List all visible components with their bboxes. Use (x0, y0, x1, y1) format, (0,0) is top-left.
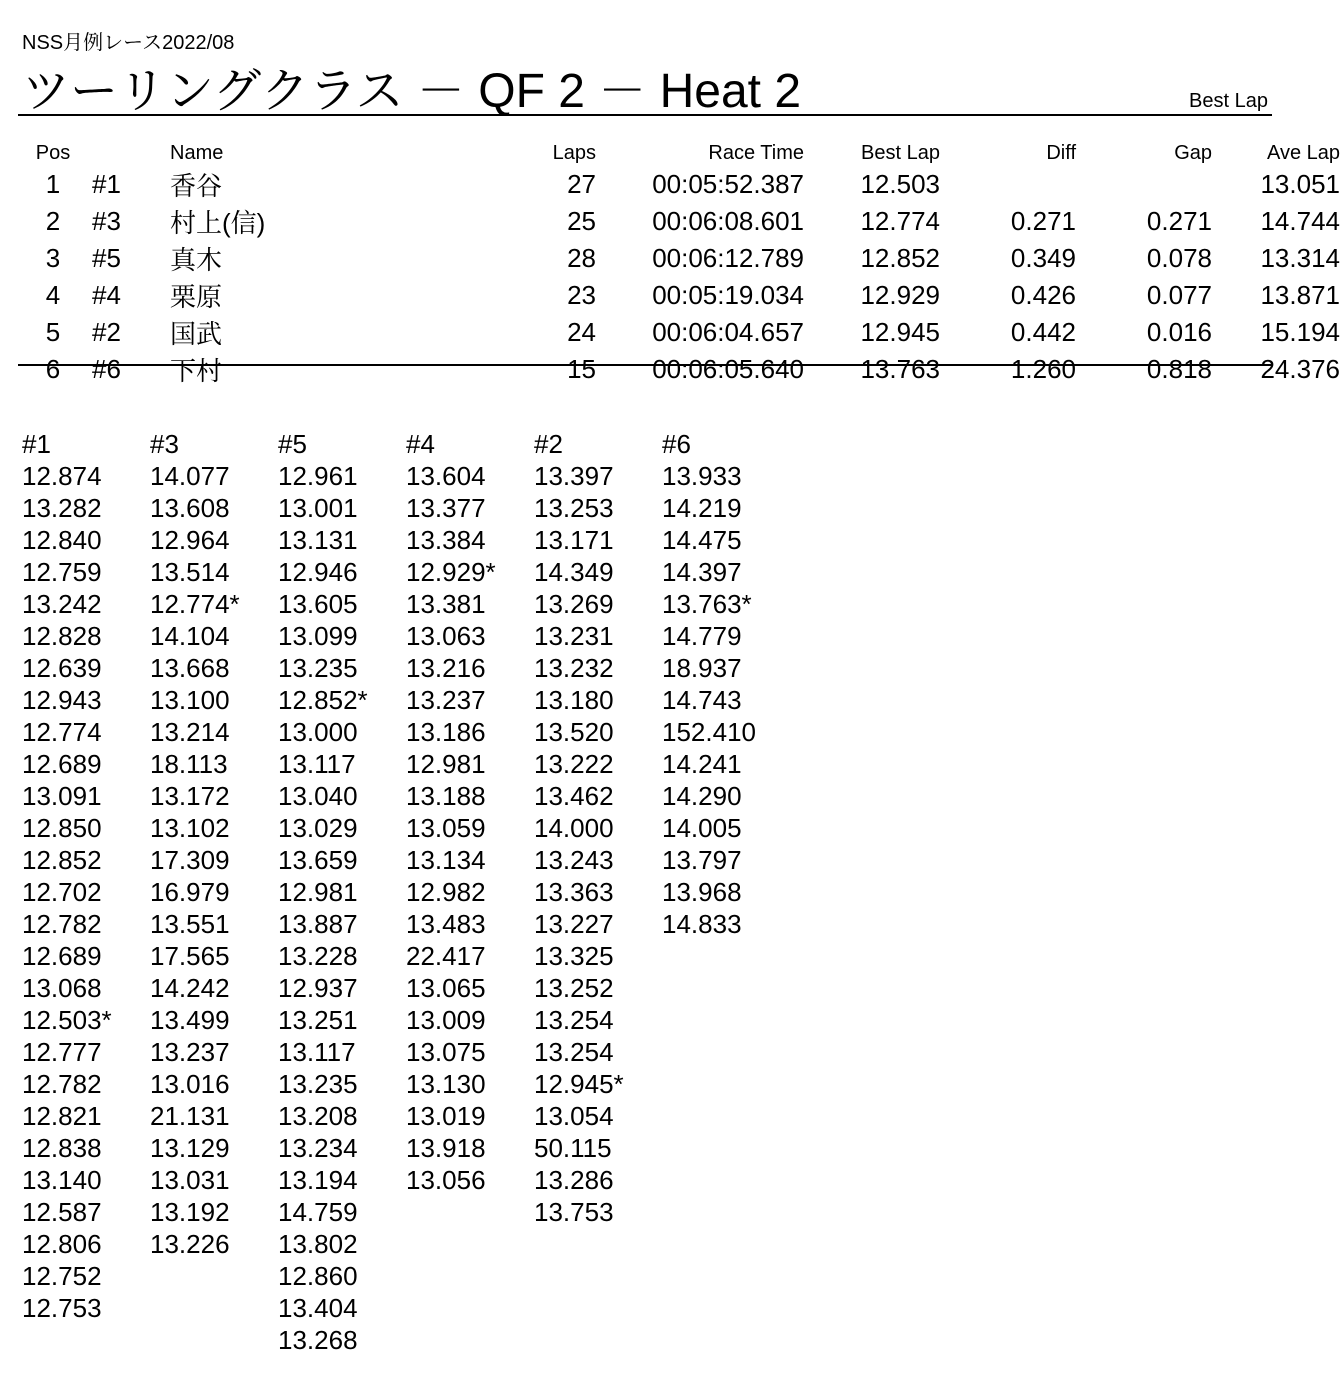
lap-time: 13.404 (278, 1293, 358, 1323)
lap-time: 14.241 (662, 749, 742, 779)
cell-gap: 0.818 (1146, 354, 1212, 384)
lap-time: 14.005 (662, 813, 742, 843)
cell-race-time: 00:06:12.789 (652, 243, 804, 273)
top-divider (18, 114, 1272, 116)
lap-time: 12.840 (22, 525, 102, 555)
lap-time: 13.251 (278, 1005, 358, 1035)
lap-time: 13.520 (534, 717, 614, 747)
col-header-name: Name (170, 141, 224, 164)
lap-time: 13.019 (406, 1101, 486, 1131)
cell-gap: 0.077 (1146, 280, 1212, 310)
lap-time: 13.140 (22, 1165, 102, 1195)
lap-time: 14.290 (662, 781, 742, 811)
col-header-pos: Pos (35, 141, 71, 164)
lap-time: 14.349 (534, 557, 614, 587)
lap-column (150, 428, 278, 1260)
lap-time: 13.887 (278, 909, 358, 939)
lap-time: 12.759 (22, 557, 102, 587)
lap-time: 13.384 (406, 525, 486, 555)
lap-time: 22.417 (406, 941, 486, 971)
lap-time: 13.235 (278, 653, 358, 683)
lap-time: 18.937 (662, 653, 742, 683)
lap-time: 14.242 (150, 973, 230, 1003)
lap-time: 13.254 (534, 1037, 614, 1067)
cell-race-time: 00:06:08.601 (652, 206, 804, 236)
cell-gap: 0.078 (1146, 243, 1212, 273)
lap-time: 13.514 (150, 557, 230, 587)
cell-name: 栗原 (170, 282, 223, 312)
page-title: ツーリングクラス － QF 2 － Heat 2 (22, 65, 802, 118)
lap-time: 13.608 (150, 493, 230, 523)
lap-time: 13.001 (278, 493, 358, 523)
cell-gap (1080, 166, 1216, 203)
lap-column-header: #4 (406, 429, 435, 459)
lap-time: 18.113 (150, 749, 228, 779)
lap-time: 13.253 (534, 493, 614, 523)
cell-best-lap: 12.945 (860, 317, 940, 347)
lap-time: 13.117 (278, 1037, 356, 1067)
lap-time: 13.933 (662, 461, 742, 491)
lap-time: 152.410 (662, 717, 756, 747)
cell-laps: 23 (567, 280, 596, 310)
cell-num: #5 (92, 243, 121, 273)
lap-time: 13.269 (534, 589, 614, 619)
lap-time: 21.131 (150, 1101, 230, 1131)
lap-time: 14.077 (150, 461, 230, 491)
lap-time: 12.753 (22, 1293, 102, 1323)
lap-time: 13.192 (150, 1197, 230, 1227)
cell-num: #3 (92, 206, 121, 236)
lap-time: 13.009 (406, 1005, 486, 1035)
cell-race-time: 00:05:19.034 (652, 280, 804, 310)
lap-time: 12.689 (22, 941, 102, 971)
lap-time: 13.499 (150, 1005, 230, 1035)
cell-best-lap: 13.763 (860, 354, 940, 384)
lap-time: 12.821 (22, 1101, 102, 1131)
col-header-race-time: Race Time (708, 141, 804, 164)
lap-time: 13.172 (150, 781, 230, 811)
lap-time: 14.779 (662, 621, 742, 651)
cell-ave-lap: 13.314 (1260, 243, 1340, 273)
lap-time: 13.117 (278, 749, 356, 779)
lap-column (278, 428, 406, 1356)
cell-laps: 28 (567, 243, 596, 273)
lap-time: 14.475 (662, 525, 742, 555)
lap-time: 13.282 (22, 493, 102, 523)
cell-ave-lap: 13.051 (1260, 169, 1340, 199)
lap-time: 13.604 (406, 461, 486, 491)
lap-time: 13.268 (278, 1325, 358, 1355)
cell-num: #1 (92, 169, 121, 199)
lap-time: 13.188 (406, 781, 486, 811)
lap-time: 13.091 (22, 781, 102, 811)
cell-num: #2 (92, 317, 121, 347)
col-header-diff: Diff (1046, 141, 1076, 164)
cell-best-lap: 12.774 (860, 206, 940, 236)
lap-time: 13.102 (150, 813, 230, 843)
lap-time: 12.702 (22, 877, 102, 907)
cell-num: #4 (92, 280, 121, 310)
lap-time: 13.918 (406, 1133, 486, 1163)
lap-time: 12.945* (534, 1069, 624, 1099)
lap-time: 13.226 (150, 1229, 230, 1259)
lap-time: 12.929* (406, 557, 496, 587)
lap-time: 13.029 (278, 813, 358, 843)
lap-time: 13.186 (406, 717, 486, 747)
lap-column (406, 428, 534, 1196)
cell-diff: 0.442 (1010, 317, 1076, 347)
cell-race-time: 00:05:52.387 (652, 169, 804, 199)
lap-time: 12.777 (22, 1037, 102, 1067)
cell-laps: 24 (567, 317, 596, 347)
lap-time: 13.483 (406, 909, 486, 939)
cell-best-lap: 12.852 (860, 243, 940, 273)
lap-time: 13.194 (278, 1165, 358, 1195)
lap-time: 13.131 (278, 525, 358, 555)
results-header-row (18, 140, 1344, 166)
lap-time: 12.982 (406, 877, 486, 907)
lap-time: 13.099 (278, 621, 358, 651)
lap-time: 17.309 (150, 845, 230, 875)
lap-time: 14.219 (662, 493, 742, 523)
lap-time: 12.852* (278, 685, 368, 715)
lap-time: 12.860 (278, 1261, 358, 1291)
lap-time: 14.743 (662, 685, 742, 715)
col-header-gap: Gap (1174, 141, 1212, 164)
lap-time: 13.054 (534, 1101, 614, 1131)
lap-time: 13.232 (534, 653, 614, 683)
lap-column-header: #1 (22, 429, 51, 459)
cell-race-time: 00:06:04.657 (652, 317, 804, 347)
lap-time: 13.216 (406, 653, 486, 683)
lap-time: 12.981 (406, 749, 486, 779)
cell-best-lap: 12.503 (860, 169, 940, 199)
cell-ave-lap: 13.871 (1260, 280, 1340, 310)
lap-time: 12.943 (22, 685, 102, 715)
lap-time: 13.056 (406, 1165, 486, 1195)
lap-time: 13.668 (150, 653, 230, 683)
cell-gap: 0.016 (1146, 317, 1212, 347)
best-lap-label: Best Lap (1189, 90, 1268, 112)
cell-diff: 0.426 (1010, 280, 1076, 310)
lap-time: 13.059 (406, 813, 486, 843)
lap-time: 13.231 (534, 621, 614, 651)
lap-time: 12.850 (22, 813, 102, 843)
lap-time: 13.763* (662, 589, 752, 619)
lap-time: 12.937 (278, 973, 358, 1003)
lap-time: 12.782 (22, 909, 102, 939)
lap-time: 13.363 (534, 877, 614, 907)
lap-time: 13.130 (406, 1069, 486, 1099)
cell-name: 村上(信) (170, 208, 266, 238)
lap-time: 14.104 (150, 621, 230, 651)
cell-ave-lap: 14.744 (1260, 206, 1340, 236)
lap-column-header: #5 (278, 429, 307, 459)
lap-time: 13.129 (150, 1133, 230, 1163)
lap-time: 13.381 (406, 589, 486, 619)
lap-time: 13.134 (406, 845, 486, 875)
cell-diff: 1.260 (1010, 354, 1076, 384)
lap-time: 13.068 (22, 973, 102, 1003)
table-row (18, 203, 1344, 240)
lap-time: 12.828 (22, 621, 102, 651)
lap-time: 13.065 (406, 973, 486, 1003)
lap-time: 13.753 (534, 1197, 614, 1227)
lap-time: 13.254 (534, 1005, 614, 1035)
lap-time: 13.235 (278, 1069, 358, 1099)
cell-best-lap: 12.929 (860, 280, 940, 310)
cell-race-time: 00:06:05.640 (652, 354, 804, 384)
results-table (18, 140, 1344, 388)
cell-name: 香谷 (170, 171, 223, 201)
cell-laps: 15 (567, 354, 596, 384)
lap-time: 13.228 (278, 941, 358, 971)
lap-column (22, 428, 150, 1324)
cell-pos: 5 (45, 317, 61, 347)
lap-time: 12.946 (278, 557, 358, 587)
cell-pos: 6 (45, 354, 61, 384)
lap-time: 13.214 (150, 717, 230, 747)
cell-ave-lap: 24.376 (1260, 354, 1340, 384)
lap-time: 13.551 (150, 909, 230, 939)
cell-pos: 2 (45, 206, 61, 236)
lap-time: 13.227 (534, 909, 614, 939)
lap-time: 13.237 (406, 685, 486, 715)
lap-time: 13.075 (406, 1037, 486, 1067)
table-row (18, 314, 1344, 351)
col-header-best-lap: Best Lap (861, 141, 940, 164)
lap-time: 13.100 (150, 685, 230, 715)
lap-time: 12.587 (22, 1197, 102, 1227)
lap-time: 14.397 (662, 557, 742, 587)
lap-time: 12.964 (150, 525, 230, 555)
lap-time: 14.833 (662, 909, 742, 939)
lap-time: 13.234 (278, 1133, 358, 1163)
event-subtitle: NSS月例レース2022/08 (22, 32, 235, 54)
lap-time: 13.797 (662, 845, 742, 875)
lap-time: 13.968 (662, 877, 742, 907)
lap-time: 14.000 (534, 813, 614, 843)
lap-column-header: #6 (662, 429, 691, 459)
lap-time: 13.325 (534, 941, 614, 971)
lap-time: 12.838 (22, 1133, 102, 1163)
table-row (18, 351, 1344, 388)
lap-time: 13.237 (150, 1037, 230, 1067)
lap-time: 13.031 (150, 1165, 230, 1195)
cell-name: 国武 (170, 319, 223, 349)
lap-time: 12.689 (22, 749, 102, 779)
lap-time: 13.016 (150, 1069, 230, 1099)
table-row (18, 240, 1344, 277)
lap-time: 16.979 (150, 877, 230, 907)
cell-laps: 27 (567, 169, 596, 199)
lap-time: 13.252 (534, 973, 614, 1003)
lap-time: 13.243 (534, 845, 614, 875)
lap-time: 13.063 (406, 621, 486, 651)
cell-pos: 4 (45, 280, 61, 310)
lap-time: 12.806 (22, 1229, 102, 1259)
col-header-ave-lap: Ave Lap (1266, 141, 1340, 164)
lap-time: 12.639 (22, 653, 102, 683)
cell-pos: 1 (45, 169, 61, 199)
cell-name: 下村 (170, 356, 223, 386)
lap-time: 12.782 (22, 1069, 102, 1099)
lap-time: 13.802 (278, 1229, 358, 1259)
lap-time: 12.961 (278, 461, 358, 491)
table-row (18, 277, 1344, 314)
lap-time: 13.605 (278, 589, 358, 619)
lap-time: 13.659 (278, 845, 358, 875)
bottom-divider (18, 364, 1272, 366)
lap-time: 50.115 (534, 1133, 612, 1163)
lap-time: 12.981 (278, 877, 358, 907)
cell-gap: 0.271 (1146, 206, 1212, 236)
cell-diff: 0.349 (1010, 243, 1076, 273)
lap-time: 12.774* (150, 589, 240, 619)
cell-name: 真木 (170, 245, 223, 275)
cell-ave-lap: 15.194 (1260, 317, 1340, 347)
cell-pos: 3 (45, 243, 61, 273)
lap-time: 12.852 (22, 845, 102, 875)
lap-time: 13.397 (534, 461, 614, 491)
cell-diff: 0.271 (1010, 206, 1076, 236)
lap-time: 13.180 (534, 685, 614, 715)
lap-time: 14.759 (278, 1197, 358, 1227)
lap-time: 13.242 (22, 589, 102, 619)
lap-time: 13.000 (278, 717, 358, 747)
lap-time: 12.874 (22, 461, 102, 491)
cell-laps: 25 (567, 206, 596, 236)
table-row (18, 166, 1344, 203)
cell-num: #6 (92, 354, 121, 384)
lap-column-header: #2 (534, 429, 563, 459)
lap-time: 13.377 (406, 493, 486, 523)
lap-time: 13.208 (278, 1101, 358, 1131)
col-header-laps: Laps (552, 141, 596, 164)
lap-column (662, 428, 790, 940)
lap-time: 13.462 (534, 781, 614, 811)
cell-diff (944, 166, 1080, 203)
lap-time: 12.503* (22, 1005, 112, 1035)
lap-time: 13.171 (534, 525, 614, 555)
lap-column (534, 428, 662, 1228)
lap-time: 17.565 (150, 941, 230, 971)
lap-time: 13.222 (534, 749, 614, 779)
lap-time: 13.286 (534, 1165, 614, 1195)
lap-time: 12.752 (22, 1261, 102, 1291)
lap-time: 13.040 (278, 781, 358, 811)
lap-column-header: #3 (150, 429, 179, 459)
col-header-number (88, 140, 166, 166)
lap-time: 12.774 (22, 717, 102, 747)
